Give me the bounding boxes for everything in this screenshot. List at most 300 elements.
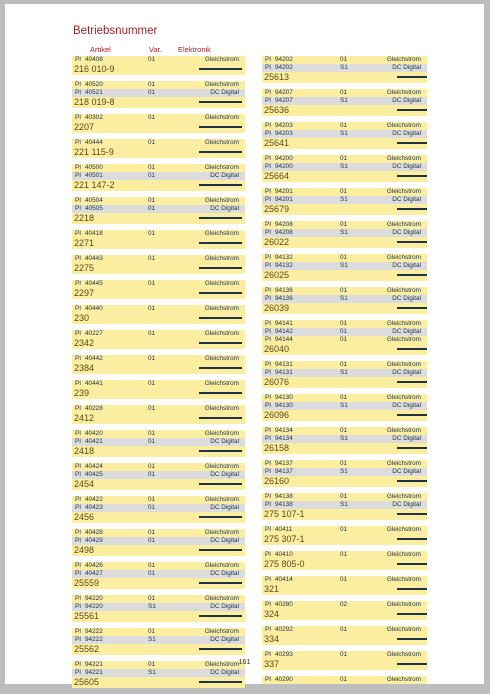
operating-number-text: 239 (74, 388, 90, 398)
article-row (262, 468, 427, 476)
separator-bar (397, 414, 427, 416)
separator-bar (199, 582, 242, 584)
operating-number (72, 180, 245, 191)
entry-group (262, 254, 427, 281)
entry-group (72, 114, 245, 133)
electronics-type: DC Digital (392, 163, 421, 170)
variant: 01 (148, 197, 156, 204)
article-row (262, 56, 427, 64)
article-row (262, 460, 427, 468)
variant: 01 (148, 330, 156, 337)
article-number: 40501 (85, 172, 103, 179)
separator-bar (199, 342, 242, 344)
operating-number (262, 237, 427, 248)
row-prefix: PI (265, 651, 272, 658)
row-prefix: PI (265, 460, 272, 467)
right-column (262, 56, 427, 690)
operating-number (262, 270, 427, 281)
row-prefix: PI (75, 81, 82, 88)
variant: 01 (148, 81, 156, 88)
separator-bar (199, 68, 242, 70)
separator-bar (199, 126, 242, 128)
article-number: 94136 (275, 295, 293, 302)
variant: S1 (340, 435, 348, 442)
article-number: 94208 (275, 229, 293, 236)
catalog-page (5, 4, 484, 687)
separator-bar (397, 307, 427, 309)
electronics-type: DC Digital (392, 369, 421, 376)
operating-number (262, 609, 427, 620)
operating-number-text: 2418 (74, 446, 95, 456)
separator-bar (397, 348, 427, 350)
operating-number (72, 263, 245, 274)
operating-number-text: 25641 (264, 138, 290, 148)
article-row (72, 405, 245, 413)
variant: 01 (148, 595, 156, 602)
operating-number-text: 2275 (74, 263, 95, 273)
article-number: 94208 (275, 221, 293, 228)
article-row (72, 81, 245, 89)
entry-group (262, 221, 427, 248)
electronics-type: DC Digital (210, 471, 239, 478)
operating-number (262, 534, 427, 545)
electronics-type: DC Digital (210, 504, 239, 511)
article-number: 94137 (275, 460, 293, 467)
electronics-type: Gleichstrom (204, 114, 239, 121)
separator-bar (199, 450, 242, 452)
separator-bar (397, 109, 427, 111)
electronics-type: Gleichstrom (386, 551, 421, 558)
variant: 01 (148, 471, 156, 478)
separator-bar (397, 175, 427, 177)
operating-number-text: 2456 (74, 512, 95, 522)
entry-group (262, 89, 427, 116)
article-number: 94200 (275, 163, 293, 170)
entry-group (262, 427, 427, 454)
electronics-type: DC Digital (210, 603, 239, 610)
variant: 01 (340, 221, 348, 228)
entry-group (72, 380, 245, 399)
electronics-type: DC Digital (392, 402, 421, 409)
article-row (72, 280, 245, 288)
entry-group (262, 676, 427, 684)
separator-bar (199, 184, 242, 186)
article-number: 40427 (85, 570, 103, 577)
article-number: 94137 (275, 468, 293, 475)
electronics-type: Gleichstrom (204, 139, 239, 146)
operating-number (262, 171, 427, 182)
article-number: 40290 (275, 676, 293, 683)
electronics-type: Gleichstrom (386, 188, 421, 195)
entry-group (72, 496, 245, 523)
entry-group (262, 493, 427, 520)
row-prefix: PI (75, 463, 82, 470)
article-number: 40292 (275, 626, 293, 633)
row-prefix: PI (75, 603, 82, 610)
article-number: 40521 (85, 89, 103, 96)
electronics-type: Gleichstrom (386, 626, 421, 633)
row-prefix: PI (265, 551, 272, 558)
variant: S1 (340, 295, 348, 302)
article-row (262, 501, 427, 509)
article-row (72, 355, 245, 363)
operating-number (72, 446, 245, 457)
electronics-type: Gleichstrom (386, 221, 421, 228)
row-prefix: PI (75, 56, 82, 63)
operating-number-text: 25679 (264, 204, 290, 214)
row-prefix: PI (265, 188, 272, 195)
row-prefix: PI (75, 430, 82, 437)
entry-group (262, 56, 427, 83)
row-prefix: PI (265, 328, 272, 335)
article-number: 94138 (275, 501, 293, 508)
article-row (72, 628, 245, 636)
electronics-type: Gleichstrom (386, 254, 421, 261)
separator-bar (397, 76, 427, 78)
row-prefix: PI (75, 661, 82, 668)
electronics-type: DC Digital (210, 537, 239, 544)
operating-number (72, 147, 245, 158)
electronics-type: Gleichstrom (204, 355, 239, 362)
operating-number (72, 288, 245, 299)
row-prefix: PI (265, 56, 272, 63)
variant: 01 (148, 463, 156, 470)
article-number: 40429 (85, 537, 103, 544)
article-number: 40442 (85, 355, 103, 362)
separator-bar (397, 142, 427, 144)
row-prefix: PI (265, 601, 272, 608)
variant: S1 (340, 369, 348, 376)
electronics-type: DC Digital (392, 501, 421, 508)
article-number: 94131 (275, 369, 293, 376)
entry-group (72, 164, 245, 191)
variant: 01 (148, 405, 156, 412)
article-number: 94220 (85, 603, 103, 610)
article-number: 94222 (85, 628, 103, 635)
article-number: 94220 (85, 595, 103, 602)
article-row (72, 537, 245, 545)
variant: S1 (148, 669, 156, 676)
article-row (262, 651, 427, 659)
article-row (262, 427, 427, 435)
operating-number-text: 25636 (264, 105, 290, 115)
article-number: 94201 (275, 196, 293, 203)
article-row (72, 430, 245, 438)
article-number: 40411 (275, 526, 293, 533)
variant: 01 (148, 529, 156, 536)
article-row (262, 601, 427, 609)
article-row (72, 463, 245, 471)
left-column (72, 56, 245, 694)
operating-number (262, 138, 427, 149)
article-number: 94221 (85, 661, 103, 668)
electronics-type: Gleichstrom (386, 320, 421, 327)
entry-group (262, 526, 427, 545)
electronics-type: Gleichstrom (204, 164, 239, 171)
row-prefix: PI (75, 504, 82, 511)
article-number: 94144 (275, 336, 293, 343)
operating-number (262, 476, 427, 487)
article-row (262, 435, 427, 443)
article-number: 40410 (275, 551, 293, 558)
article-row (72, 570, 245, 578)
electronics-type: DC Digital (392, 196, 421, 203)
row-prefix: PI (75, 164, 82, 171)
separator-bar (397, 638, 427, 640)
article-row (72, 380, 245, 388)
entry-group (72, 405, 245, 424)
row-prefix: PI (265, 262, 272, 269)
operating-number-text: 221 147-2 (74, 180, 115, 190)
article-row (72, 197, 245, 205)
article-row (262, 188, 427, 196)
operating-number (262, 303, 427, 314)
operating-number-text: 26040 (264, 344, 290, 354)
article-row (262, 676, 427, 684)
separator-bar (199, 317, 242, 319)
article-number: 40421 (85, 438, 103, 445)
article-row (262, 287, 427, 295)
article-row (262, 64, 427, 72)
row-prefix: PI (75, 570, 82, 577)
entry-group (262, 601, 427, 620)
row-prefix: PI (265, 229, 272, 236)
page-number: 161 (238, 659, 251, 666)
article-number: 40302 (85, 114, 103, 121)
variant: 01 (340, 676, 348, 683)
separator-bar (397, 208, 427, 210)
article-row (72, 230, 245, 238)
row-prefix: PI (265, 163, 272, 170)
entry-group (262, 320, 427, 355)
article-row (72, 330, 245, 338)
article-row (262, 262, 427, 270)
operating-number (262, 443, 427, 454)
variant: S1 (340, 163, 348, 170)
operating-number (72, 97, 245, 108)
entry-group (262, 122, 427, 149)
entry-group (72, 255, 245, 274)
article-row (72, 172, 245, 180)
entry-group (262, 576, 427, 595)
variant: 01 (148, 172, 156, 179)
article-row (72, 636, 245, 644)
article-number: 94202 (275, 64, 293, 71)
article-number: 94132 (275, 254, 293, 261)
operating-number (72, 479, 245, 490)
entry-group (72, 230, 245, 249)
row-prefix: PI (75, 537, 82, 544)
electronics-type: Gleichstrom (204, 255, 239, 262)
variant: 02 (340, 601, 348, 608)
separator-bar (397, 381, 427, 383)
operating-number (72, 338, 245, 349)
row-prefix: PI (265, 435, 272, 442)
article-number: 40520 (85, 81, 103, 88)
article-row (262, 320, 427, 328)
row-prefix: PI (75, 89, 82, 96)
operating-number (72, 644, 245, 655)
electronics-type: DC Digital (210, 669, 239, 676)
separator-bar (397, 513, 427, 515)
variant: 01 (148, 164, 156, 171)
article-number: 40441 (85, 380, 103, 387)
operating-number-text: 2271 (74, 238, 95, 248)
entry-group (72, 355, 245, 374)
operating-number-text: 275 805-0 (264, 559, 305, 569)
operating-number-text: 2218 (74, 213, 95, 223)
variant: 01 (148, 56, 156, 63)
variant: 01 (148, 139, 156, 146)
article-number: 40445 (85, 280, 103, 287)
variant: 01 (340, 89, 348, 96)
row-prefix: PI (75, 595, 82, 602)
operating-number (72, 611, 245, 622)
variant: S1 (340, 97, 348, 104)
operating-number-text: 218 019-8 (74, 97, 115, 107)
article-number: 40440 (85, 305, 103, 312)
entry-group (72, 463, 245, 490)
article-number: 94207 (275, 97, 293, 104)
header-var: Var. (149, 45, 162, 54)
entry-group (72, 197, 245, 224)
electronics-type: Gleichstrom (204, 529, 239, 536)
article-row (262, 328, 427, 336)
operating-number-text: 2342 (74, 338, 95, 348)
electronics-type: Gleichstrom (204, 56, 239, 63)
operating-number-text: 275 107-1 (264, 509, 305, 519)
article-row (72, 669, 245, 677)
variant: 01 (340, 493, 348, 500)
row-prefix: PI (265, 130, 272, 137)
electronics-type: Gleichstrom (204, 81, 239, 88)
operating-number (262, 377, 427, 388)
separator-bar (199, 483, 242, 485)
separator-bar (199, 681, 242, 683)
electronics-type: Gleichstrom (204, 380, 239, 387)
variant: 01 (148, 89, 156, 96)
variant: 01 (340, 551, 348, 558)
variant: 01 (148, 496, 156, 503)
electronics-type: DC Digital (392, 229, 421, 236)
separator-bar (397, 588, 427, 590)
variant: 01 (340, 460, 348, 467)
article-row (262, 551, 427, 559)
article-number: 40414 (275, 576, 293, 583)
article-row (72, 603, 245, 611)
article-row (262, 402, 427, 410)
separator-bar (199, 392, 242, 394)
row-prefix: PI (75, 405, 82, 412)
row-prefix: PI (75, 636, 82, 643)
electronics-type: Gleichstrom (386, 287, 421, 294)
entry-group (72, 305, 245, 324)
electronics-type: DC Digital (392, 295, 421, 302)
row-prefix: PI (265, 221, 272, 228)
operating-number-text: 26022 (264, 237, 290, 247)
article-number: 40280 (275, 601, 293, 608)
article-row (72, 504, 245, 512)
electronics-type: Gleichstrom (204, 197, 239, 204)
article-number: 40428 (85, 529, 103, 536)
article-number: 40227 (85, 330, 103, 337)
article-number: 94138 (275, 493, 293, 500)
separator-bar (199, 151, 242, 153)
separator-bar (397, 241, 427, 243)
article-row (72, 305, 245, 313)
article-row (262, 493, 427, 501)
operating-number (72, 313, 245, 324)
article-row (262, 369, 427, 377)
variant: 01 (340, 155, 348, 162)
row-prefix: PI (75, 305, 82, 312)
separator-bar (199, 101, 242, 103)
operating-number-text: 26025 (264, 270, 290, 280)
variant: 01 (148, 430, 156, 437)
article-number: 40443 (85, 255, 103, 262)
variant: 01 (148, 305, 156, 312)
variant: 01 (148, 628, 156, 635)
variant: 01 (148, 537, 156, 544)
entry-group (72, 628, 245, 655)
variant: 01 (340, 254, 348, 261)
electronics-type: DC Digital (210, 438, 239, 445)
operating-number-text: 2454 (74, 479, 95, 489)
article-row (262, 394, 427, 402)
electronics-type: DC Digital (392, 262, 421, 269)
article-number: 40425 (85, 471, 103, 478)
row-prefix: PI (265, 427, 272, 434)
electronics-type: Gleichstrom (386, 361, 421, 368)
electronics-type: Gleichstrom (204, 280, 239, 287)
variant: S1 (148, 603, 156, 610)
row-prefix: PI (265, 402, 272, 409)
article-number: 40228 (85, 405, 103, 412)
entry-group (72, 330, 245, 349)
variant: 01 (148, 255, 156, 262)
variant: 01 (340, 56, 348, 63)
operating-number (72, 388, 245, 399)
row-prefix: PI (75, 280, 82, 287)
variant: 01 (340, 361, 348, 368)
entry-group (262, 188, 427, 215)
row-prefix: PI (265, 64, 272, 71)
row-prefix: PI (75, 330, 82, 337)
entry-group (72, 56, 245, 75)
entry-group (262, 287, 427, 314)
article-number: 94202 (275, 56, 293, 63)
variant: 01 (340, 188, 348, 195)
separator-bar (199, 217, 242, 219)
electronics-type: DC Digital (392, 328, 421, 335)
variant: 01 (148, 230, 156, 237)
operating-number (72, 677, 245, 688)
operating-number (72, 363, 245, 374)
row-prefix: PI (265, 89, 272, 96)
article-number: 94141 (275, 320, 293, 327)
article-number: 40500 (85, 164, 103, 171)
operating-number (262, 105, 427, 116)
row-prefix: PI (265, 196, 272, 203)
variant: S1 (340, 196, 348, 203)
variant: S1 (340, 402, 348, 409)
electronics-type: Gleichstrom (386, 460, 421, 467)
article-row (72, 471, 245, 479)
electronics-type: DC Digital (392, 97, 421, 104)
operating-number (72, 512, 245, 523)
electronics-type: DC Digital (392, 64, 421, 71)
operating-number-text: 2207 (74, 122, 95, 132)
